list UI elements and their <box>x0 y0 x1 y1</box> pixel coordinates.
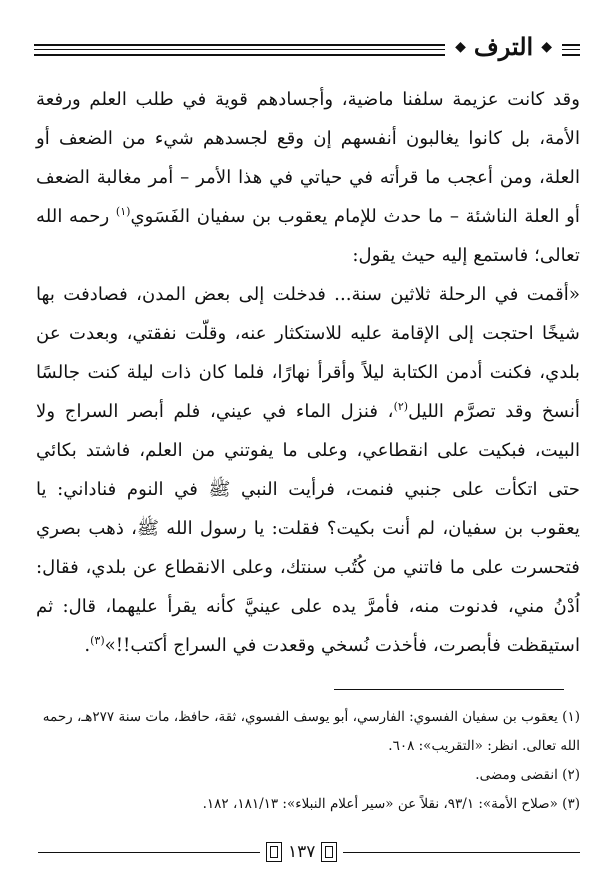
book-frame-icon <box>266 842 282 862</box>
footnote-reference: (٣) <box>90 633 105 647</box>
main-text <box>36 80 580 665</box>
paragraph-text: وقد كانت عزيمة سلفنا ماضية، وأجسادهم قوية في طلب العلم ورفعة الأمة، بل كانوا يغالبون أنفسهم إن وقع لجسدهم شيء من الضعف أو العلة، ومن أعجب ما قرأته في حياتي في هذا الأمر – أمر مغالبة الضعف أو العلة الناشئة – ما حدث للإمام يعقوب بن سفيان الفَسَوي <box>36 89 580 227</box>
footnote: (١) يعقوب بن سفيان الفسوي: الفارسي، أبو يوسف الفسوي، ثقة، حافظ، مات سنة ٢٧٧هـ، رحمه الله تعالى. انظر: «التقريب»: ٦٠٨. <box>42 709 580 754</box>
quotation <box>36 275 580 665</box>
page-number-box <box>260 838 343 866</box>
diamond-ornament-icon: ◆ <box>455 39 466 55</box>
paragraph-text: رحمه الله تعالى؛ فاستمع إليه حيث يقول: <box>36 206 580 266</box>
page-header <box>34 32 580 70</box>
diamond-ornament-icon: ◆ <box>541 39 552 55</box>
quotation-text: ، فنزل الماء في عيني، فلم أبصر السراج ولا البيت، فبكيت على انقطاعي، وعلى ما يفوتني من العلم، فاشتد بكائي حتى اتكأت على جنبي فنمت، فرأيت النبي ﷺ في النوم فناداني: يا يعقوب بن سفيان، لم أنت بكيت؟ فقلت: يا رسول الله ﷺ، ذهب بصري فتحسرت على ما فاتني من كُتُب سنتك، وعلى الانقطاع عن بلدي، فقال: اُدْنُ مني، فدنوت منه، فأمرَّ يده على عينيَّ كأنه يقرأ عليهما، قال: ثم استيقظت فأبصرت، فأخذت نُسخي وقعدت في السراج أكتب!!» <box>36 401 580 656</box>
header-title-box <box>445 32 562 62</box>
footnote: (٣) «صلاح الأمة»: ٩٣/١، نقلاً عن «سير أعلام النبلاء»: ١٨١/١٣، ١٨٢. <box>202 796 580 812</box>
footnote-reference: (١) <box>115 204 131 218</box>
footnote-reference: (٢) <box>393 399 409 413</box>
page-footer <box>38 836 580 866</box>
footnote-separator <box>334 689 564 690</box>
page-number: ١٣٧ <box>288 842 316 862</box>
footnote: (٢) انقضى ومضى. <box>475 767 580 783</box>
quotation-text: . <box>84 635 91 656</box>
book-frame-icon <box>321 842 337 862</box>
quotation-text: «أقمت في الرحلة ثلاثين سنة... فدخلت إلى بعض المدن، فصادفت بها شيخًا احتجت إلى الإقامة عليه للاستكثار عنه، وقلّت نفقتي، وبعدت عن بلدي، فكنت أدمن الكتابة ليلاً وأقرأ نهارًا، فلما كان ذات ليلة كنت جالسًا أنسخ وقد تصرَّم الليل <box>36 284 580 422</box>
footnotes <box>36 703 580 819</box>
running-title: الترف <box>473 32 534 61</box>
paragraph <box>36 80 580 275</box>
